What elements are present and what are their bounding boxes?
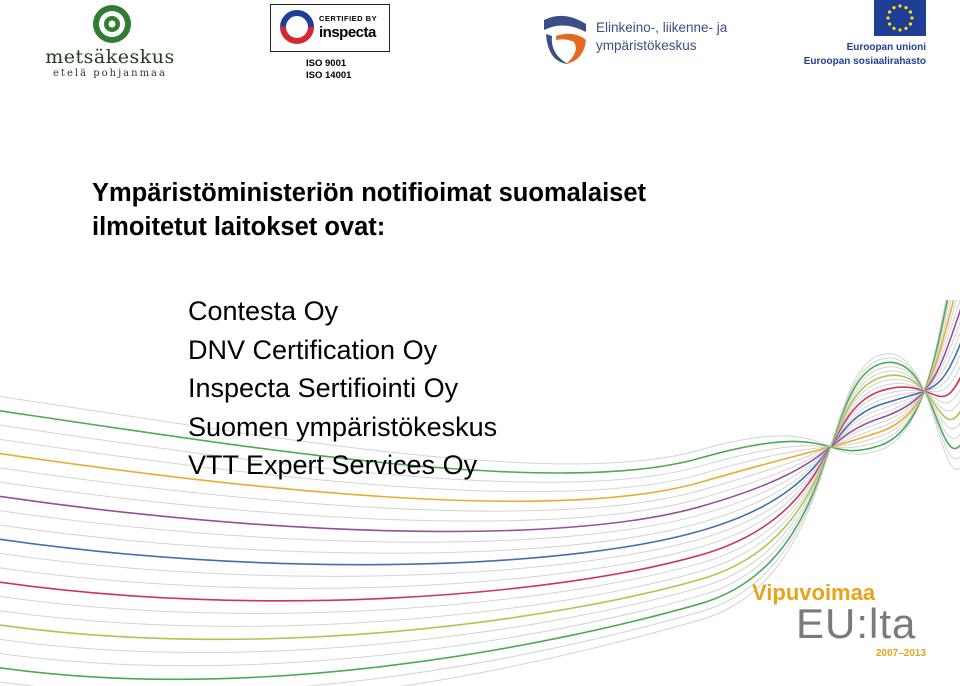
list-item: Suomen ympäristökeskus [188, 411, 498, 442]
vipuvoimaa-logo [748, 580, 938, 662]
eu-star-icon [910, 16, 913, 19]
metsakeskus-logo [40, 4, 180, 80]
inspecta-certified-by: CERTIFIED BY [319, 14, 378, 23]
ely-line2: ympäristökeskus [596, 38, 697, 53]
eu-star-icon [904, 27, 907, 30]
eu-star-icon [886, 16, 889, 19]
eu-star-icon [909, 10, 912, 13]
list-item: Inspecta Sertifiointi Oy [188, 373, 459, 403]
notified-bodies-list [188, 292, 497, 485]
eu-star-icon [898, 4, 901, 7]
ely-emblem-icon [540, 10, 590, 66]
list-item: DNV Certification Oy [188, 334, 438, 365]
ely-keskus-logo [540, 8, 740, 68]
eu-star-icon [904, 6, 907, 9]
eu-star-icon [892, 6, 895, 9]
eu-star-icon [909, 22, 912, 25]
iso-9001-label: ISO 9001 [306, 58, 347, 69]
slide-title [92, 176, 812, 244]
eu-star-icon [898, 28, 901, 31]
eu-star-icon [888, 10, 891, 13]
list-item: VTT Expert Services Oy [188, 450, 478, 480]
eu-logo [803, 0, 930, 70]
eu-star-icon [892, 27, 895, 30]
metsakeskus-emblem-icon [40, 4, 180, 48]
eu-flag-icon [874, 0, 926, 36]
vipuvoimaa-years: 2007–2013 [876, 648, 927, 659]
metsakeskus-name: metsäkeskus [45, 46, 175, 68]
slide-title-line2: ilmoitetut laitokset ovat: [92, 213, 386, 241]
list-item: Contesta Oy [188, 296, 339, 326]
inspecta-badge [270, 4, 390, 52]
ely-line1: Elinkeino-, liikenne- ja [596, 20, 728, 35]
vipuvoimaa-line2: EU:lta [796, 600, 917, 647]
slide-title-line1: Ympäristöministeriön notifioimat suomalaiset [92, 179, 647, 207]
vipuvoimaa-line1: Vipuvoimaa [752, 580, 876, 605]
metsakeskus-region: etelä pohjanmaa [53, 68, 167, 79]
eu-star-icon [888, 22, 891, 25]
inspecta-name: inspecta [319, 24, 376, 41]
inspecta-certification-logo [270, 4, 390, 82]
eu-line1: Euroopan unioni [846, 42, 926, 53]
inspecta-emblem-icon [279, 9, 319, 49]
eu-line2: Euroopan sosiaalirahasto [803, 56, 926, 67]
iso-14001-label: ISO 14001 [306, 70, 352, 81]
